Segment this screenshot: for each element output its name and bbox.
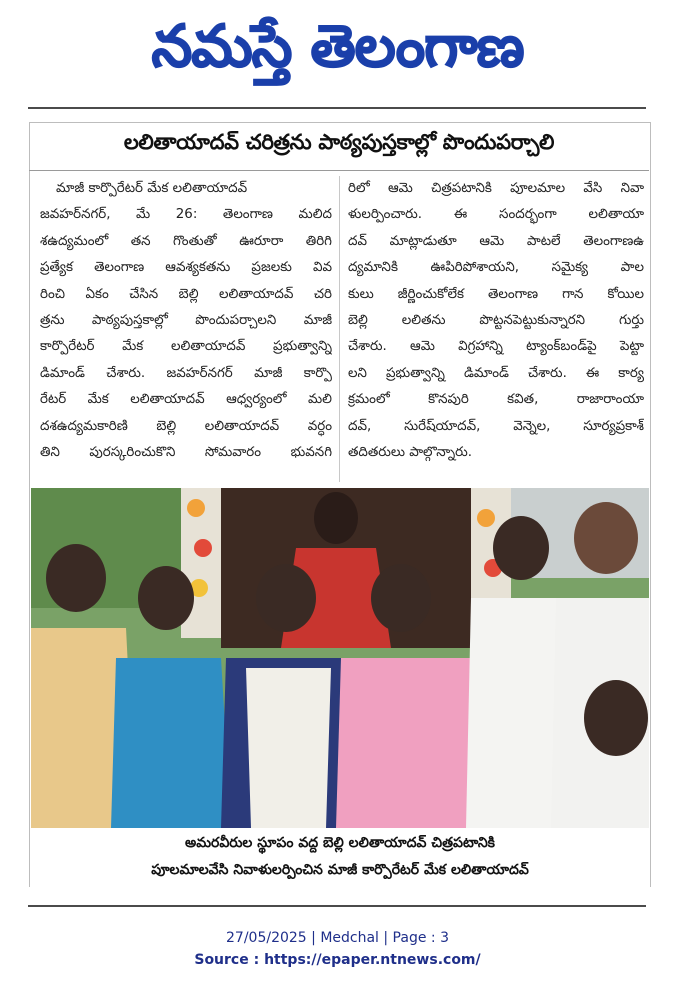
newspaper-title: నమస్తే తెలంగాణ: [151, 12, 524, 80]
article-line: తదితరులు పాల్గొన్నారు.: [348, 444, 472, 460]
article-line: ప్రత్యేక తెలంగాణ ఆవశ్యకతను ప్రజలకు వివ: [40, 260, 332, 276]
masthead: [0, 0, 675, 104]
article-line: శఉద్యమంలో తన గొంతుతో ఊరూరా తిరిగి: [40, 233, 332, 249]
article-line: ద్యమానికి ఊపిరిపోశాయని, సమైక్య పాల: [348, 260, 644, 276]
article-line: లని ప్రభుత్వాన్ని డిమాండ్ చేశారు. ఈ కార్య: [348, 365, 644, 381]
article-line: దవ్, సురేష్‌యాదవ్, వెన్నెల, సూర్యప్రకాశ్: [348, 418, 644, 434]
article-line: రిలో ఆమె చిత్రపటానికి పూలమాల వేసి నివా: [348, 181, 644, 196]
article-line: రించి ఏకం చేసిన బెల్లి లలితాయాదవ్ చరి: [40, 286, 332, 302]
caption-line: అమరవీరుల స్థూపం వద్ద బెల్లి లలితాయాదవ్ చిత్రపటానికి: [185, 835, 495, 851]
article-line: కులు జీర్ణించుకోలేక తెలంగాణ గాన కోయిల: [348, 286, 644, 302]
article-line: తిని పురస్కరించుకొని సోమవారం భువనగి: [40, 444, 332, 460]
article-line: దవ్ మాట్లాడుతూ ఆమె పాటలే తెలంగాణఉ: [348, 233, 644, 249]
column-divider: [339, 176, 340, 482]
top-rule: [28, 107, 646, 109]
article-line: ళులర్పించారు. ఈ సందర్భంగా లలితాయా: [348, 207, 644, 223]
article-line: త్రను పాఠ్యపుస్తకాల్లో పొందుపర్చాలని మాజీ: [40, 312, 332, 328]
footer-date-line: 27/05/2025 | Medchal | Page : 3: [226, 930, 449, 946]
headline-divider: [29, 170, 649, 171]
article-line: జవహర్‌నగర్, మే 26: తెలంగాణ మలిద: [40, 207, 332, 223]
caption-line: పూలమాలవేసి నివాళులర్పించిన మాజీ కార్పొరేటర్ మేక లలితాయాదవ్: [151, 862, 529, 878]
news-photo: [31, 488, 649, 828]
article-line: చేశారు. ఆమె విగ్రహాన్ని ట్యాంక్‌బండ్‌పై పెట్టా: [348, 339, 644, 355]
article-line: బెల్లి లలితను పొట్టనపెట్టుకున్నారని గుర్తు: [348, 312, 644, 328]
article-line: రేటర్ మేక లలితాయాదవ్ ఆధ్వర్యంలో మలి: [40, 392, 332, 408]
photo-caption: [31, 830, 649, 884]
article-right-column: [348, 176, 644, 466]
article-left-column: [40, 176, 332, 466]
article-line: దశఉద్యమకారిణి బెల్లి లలితాయాదవ్ వర్ధం: [40, 418, 332, 434]
article-line: కార్పొరేటర్ మేక లలితాయాదవ్ ప్రభుత్వాన్ని: [40, 339, 332, 355]
article-headline: లలితాయాదవ్ చరిత్రను పాఠ్యపుస్తకాల్లో పొందుపర్చాలి: [123, 130, 555, 154]
footer-source-link[interactable]: Source : https://epaper.ntnews.com/: [194, 952, 481, 968]
article-line: మాజీ కార్పొరేటర్ మేక లలితాయాదవ్: [56, 181, 248, 196]
article-line: క్రమంలో కొనపురి కవిత, రాజారాంయా: [348, 392, 644, 408]
article-line: డిమాండ్ చేశారు. జవహర్‌నగర్ మాజీ కార్పొ: [40, 365, 332, 381]
bottom-rule: [28, 905, 646, 907]
